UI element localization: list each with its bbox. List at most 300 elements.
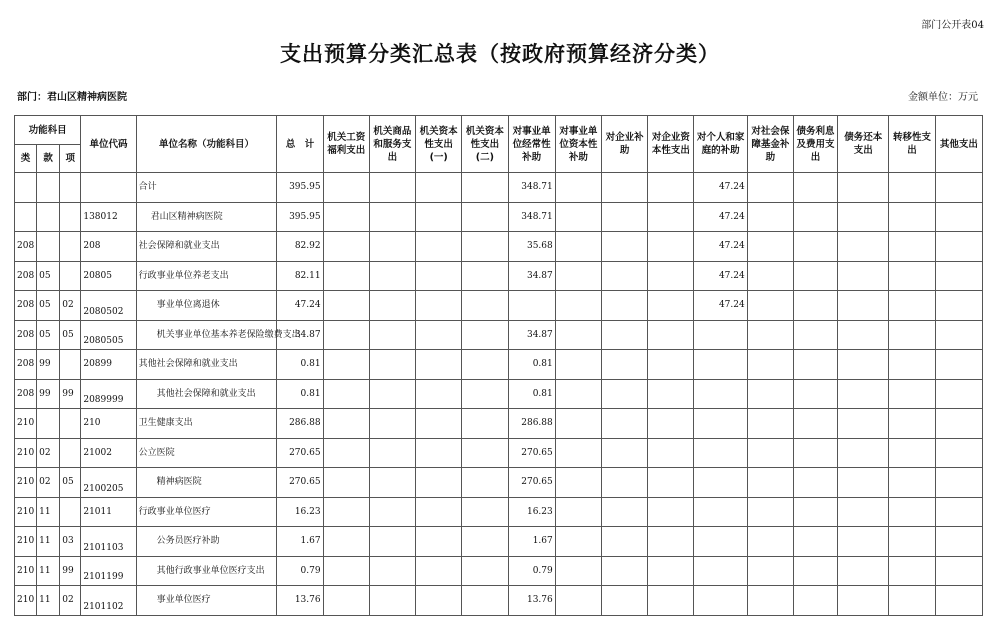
- cell-amount: [462, 438, 508, 468]
- cell-amount: [935, 173, 982, 203]
- cell-xiang: [60, 350, 81, 380]
- cell-lei: [15, 173, 37, 203]
- cell-unit-code: 20899: [81, 350, 136, 380]
- cell-amount: [935, 497, 982, 527]
- cell-amount: [648, 202, 694, 232]
- cell-amount: [323, 261, 369, 291]
- cell-xiang: 05: [60, 320, 81, 350]
- cell-amount: [694, 468, 747, 498]
- cell-amount: [601, 232, 647, 262]
- cell-unit-code: 2101102: [81, 586, 136, 616]
- cell-unit-name: 行政事业单位医疗: [136, 497, 277, 527]
- cell-amount: [369, 291, 415, 321]
- cell-amount: 270.65: [508, 468, 555, 498]
- cell-lei: 208: [15, 291, 37, 321]
- cell-xiang: 02: [60, 291, 81, 321]
- cell-amount: [462, 320, 508, 350]
- cell-amount: [935, 556, 982, 586]
- cell-amount: [648, 232, 694, 262]
- cell-amount: [369, 320, 415, 350]
- table-row: [15, 261, 983, 291]
- cell-amount: [935, 350, 982, 380]
- table-header: [15, 116, 983, 173]
- cell-amount: [462, 527, 508, 557]
- cell-amount: [747, 438, 793, 468]
- cell-amount: [935, 438, 982, 468]
- cell-amount: [369, 586, 415, 616]
- cell-amount: [555, 497, 601, 527]
- cell-amount: [323, 320, 369, 350]
- cell-amount: [462, 586, 508, 616]
- cell-amount: [601, 586, 647, 616]
- cell-lei: 208: [15, 261, 37, 291]
- cell-amount: [462, 409, 508, 439]
- cell-amount: [601, 261, 647, 291]
- cell-amount: [648, 438, 694, 468]
- cell-amount: [747, 173, 793, 203]
- cell-total: 0.81: [277, 350, 323, 380]
- cell-amount: [838, 409, 889, 439]
- cell-total: 82.92: [277, 232, 323, 262]
- cell-lei: 210: [15, 556, 37, 586]
- cell-total: 270.65: [277, 438, 323, 468]
- cell-unit-name: 其他社会保障和就业支出: [136, 379, 277, 409]
- cell-amount: 47.24: [694, 232, 747, 262]
- cell-xiang: 02: [60, 586, 81, 616]
- cell-amount: [601, 202, 647, 232]
- cell-lei: 210: [15, 497, 37, 527]
- cell-amount: [747, 261, 793, 291]
- cell-lei: 208: [15, 379, 37, 409]
- header-unit-code: 单位代码: [81, 116, 136, 173]
- department-label: 部门：君山区精神病医院: [17, 92, 127, 103]
- cell-amount: [793, 497, 837, 527]
- table-row: [15, 291, 983, 321]
- cell-total: 395.95: [277, 202, 323, 232]
- cell-lei: 208: [15, 350, 37, 380]
- cell-xiang: [60, 202, 81, 232]
- cell-amount: [889, 232, 935, 262]
- cell-unit-name: 社会保障和就业支出: [136, 232, 277, 262]
- cell-amount: [694, 586, 747, 616]
- cell-amount: [838, 320, 889, 350]
- cell-amount: [648, 173, 694, 203]
- cell-amount: [416, 350, 462, 380]
- cell-amount: [416, 409, 462, 439]
- cell-amount: [747, 409, 793, 439]
- cell-amount: [747, 379, 793, 409]
- cell-amount: [601, 438, 647, 468]
- table-row: [15, 202, 983, 232]
- header-unit-name: 单位名称（功能科目）: [136, 116, 277, 173]
- cell-amount: [694, 350, 747, 380]
- cell-unit-name: 君山区精神病医院: [136, 202, 277, 232]
- header-col: 对企业资本性支出: [648, 116, 694, 173]
- cell-amount: [935, 468, 982, 498]
- cell-total: 270.65: [277, 468, 323, 498]
- cell-amount: [694, 556, 747, 586]
- cell-unit-code: 2101103: [81, 527, 136, 557]
- cell-amount: 1.67: [508, 527, 555, 557]
- cell-amount: [462, 468, 508, 498]
- cell-amount: 270.65: [508, 438, 555, 468]
- header-lei: 类: [15, 145, 37, 173]
- cell-amount: [369, 261, 415, 291]
- cell-amount: [838, 202, 889, 232]
- cell-amount: [462, 261, 508, 291]
- cell-amount: [462, 350, 508, 380]
- cell-amount: [416, 320, 462, 350]
- cell-amount: [935, 586, 982, 616]
- cell-amount: [369, 202, 415, 232]
- cell-total: 47.24: [277, 291, 323, 321]
- cell-amount: [601, 379, 647, 409]
- cell-amount: [648, 497, 694, 527]
- cell-unit-code: 21011: [81, 497, 136, 527]
- cell-amount: [747, 232, 793, 262]
- cell-amount: [601, 497, 647, 527]
- header-col: 其他支出: [935, 116, 982, 173]
- header-col: 对个人和家庭的补助: [694, 116, 747, 173]
- cell-amount: [793, 468, 837, 498]
- cell-amount: [555, 409, 601, 439]
- cell-lei: 210: [15, 409, 37, 439]
- cell-total: 286.88: [277, 409, 323, 439]
- cell-amount: [555, 350, 601, 380]
- table-row: [15, 497, 983, 527]
- cell-amount: 34.87: [508, 320, 555, 350]
- table-row: [15, 586, 983, 616]
- cell-amount: [935, 232, 982, 262]
- table-row: [15, 527, 983, 557]
- cell-xiang: 99: [60, 379, 81, 409]
- header-col: 对事业单位资本性补助: [555, 116, 601, 173]
- cell-unit-code: 2089999: [81, 379, 136, 409]
- cell-amount: [694, 379, 747, 409]
- cell-amount: [838, 173, 889, 203]
- cell-amount: [369, 556, 415, 586]
- cell-unit-code: 208: [81, 232, 136, 262]
- cell-amount: [793, 232, 837, 262]
- cell-amount: 286.88: [508, 409, 555, 439]
- cell-amount: [838, 232, 889, 262]
- cell-amount: [416, 468, 462, 498]
- cell-kuan: 05: [37, 291, 60, 321]
- cell-unit-code: 210: [81, 409, 136, 439]
- cell-amount: [889, 261, 935, 291]
- cell-amount: [369, 232, 415, 262]
- cell-amount: [555, 468, 601, 498]
- header-total: 总 计: [277, 116, 323, 173]
- cell-amount: [369, 438, 415, 468]
- cell-amount: [462, 291, 508, 321]
- cell-amount: [889, 291, 935, 321]
- cell-amount: [648, 350, 694, 380]
- cell-amount: [747, 320, 793, 350]
- cell-amount: 348.71: [508, 202, 555, 232]
- cell-amount: [555, 232, 601, 262]
- cell-amount: [323, 202, 369, 232]
- cell-kuan: 02: [37, 438, 60, 468]
- cell-xiang: [60, 232, 81, 262]
- cell-xiang: [60, 173, 81, 203]
- cell-amount: [601, 350, 647, 380]
- cell-amount: [889, 409, 935, 439]
- cell-amount: [555, 556, 601, 586]
- cell-xiang: [60, 261, 81, 291]
- cell-amount: [838, 497, 889, 527]
- cell-amount: [323, 173, 369, 203]
- cell-xiang: [60, 409, 81, 439]
- cell-amount: [555, 173, 601, 203]
- cell-amount: [555, 438, 601, 468]
- cell-amount: [694, 438, 747, 468]
- cell-amount: [889, 173, 935, 203]
- cell-lei: 210: [15, 586, 37, 616]
- cell-amount: [838, 556, 889, 586]
- cell-lei: 210: [15, 527, 37, 557]
- cell-amount: [555, 261, 601, 291]
- cell-amount: [462, 379, 508, 409]
- cell-amount: [747, 202, 793, 232]
- cell-amount: [416, 173, 462, 203]
- cell-amount: [935, 409, 982, 439]
- cell-amount: [462, 232, 508, 262]
- cell-amount: [935, 379, 982, 409]
- cell-amount: [369, 468, 415, 498]
- cell-amount: [508, 291, 555, 321]
- document-tag: 部门公开表04: [921, 20, 984, 31]
- cell-amount: [694, 527, 747, 557]
- cell-amount: [369, 527, 415, 557]
- cell-amount: [555, 379, 601, 409]
- cell-amount: [935, 261, 982, 291]
- cell-amount: [323, 438, 369, 468]
- cell-amount: [369, 379, 415, 409]
- cell-amount: [601, 291, 647, 321]
- cell-amount: [555, 586, 601, 616]
- header-col: 转移性支出: [889, 116, 935, 173]
- cell-amount: [889, 497, 935, 527]
- cell-amount: [838, 438, 889, 468]
- cell-amount: [648, 379, 694, 409]
- cell-amount: 0.81: [508, 379, 555, 409]
- cell-amount: [793, 320, 837, 350]
- cell-xiang: 05: [60, 468, 81, 498]
- page-title: 支出预算分类汇总表（按政府预算经济分类）: [280, 42, 720, 66]
- cell-lei: [15, 202, 37, 232]
- cell-xiang: [60, 497, 81, 527]
- cell-amount: [601, 556, 647, 586]
- cell-amount: [416, 202, 462, 232]
- cell-unit-name: 其他行政事业单位医疗支出: [136, 556, 277, 586]
- cell-kuan: [37, 232, 60, 262]
- cell-lei: 210: [15, 438, 37, 468]
- cell-amount: [601, 468, 647, 498]
- table-row: [15, 232, 983, 262]
- cell-amount: [323, 350, 369, 380]
- cell-amount: 13.76: [508, 586, 555, 616]
- cell-lei: 208: [15, 320, 37, 350]
- header-col: 机关工资福利支出: [323, 116, 369, 173]
- cell-unit-name: 精神病医院: [136, 468, 277, 498]
- cell-amount: [555, 202, 601, 232]
- table-row: [15, 438, 983, 468]
- cell-amount: [793, 202, 837, 232]
- header-col: 对事业单位经常性补助: [508, 116, 555, 173]
- cell-unit-code: [81, 173, 136, 203]
- cell-amount: [793, 350, 837, 380]
- cell-amount: [416, 232, 462, 262]
- cell-unit-name: 事业单位医疗: [136, 586, 277, 616]
- cell-kuan: [37, 409, 60, 439]
- cell-amount: [793, 173, 837, 203]
- cell-amount: [416, 556, 462, 586]
- cell-amount: [555, 291, 601, 321]
- cell-total: 34.87: [277, 320, 323, 350]
- cell-unit-code: 2101199: [81, 556, 136, 586]
- cell-amount: [793, 527, 837, 557]
- cell-amount: [793, 379, 837, 409]
- cell-unit-code: 2100205: [81, 468, 136, 498]
- cell-amount: [793, 438, 837, 468]
- cell-unit-code: 20805: [81, 261, 136, 291]
- cell-amount: [601, 320, 647, 350]
- cell-kuan: 02: [37, 468, 60, 498]
- cell-amount: [369, 173, 415, 203]
- table-row: [15, 173, 983, 203]
- cell-amount: [935, 527, 982, 557]
- cell-amount: 47.24: [694, 291, 747, 321]
- cell-total: 13.76: [277, 586, 323, 616]
- table-row: [15, 320, 983, 350]
- cell-unit-code: 2080502: [81, 291, 136, 321]
- cell-amount: [889, 556, 935, 586]
- cell-amount: [694, 409, 747, 439]
- cell-amount: [648, 409, 694, 439]
- cell-total: 395.95: [277, 173, 323, 203]
- table-row: [15, 409, 983, 439]
- budget-table: [14, 115, 983, 616]
- cell-amount: [369, 497, 415, 527]
- cell-unit-name: 行政事业单位养老支出: [136, 261, 277, 291]
- cell-amount: [747, 527, 793, 557]
- cell-amount: [793, 556, 837, 586]
- cell-total: 0.79: [277, 556, 323, 586]
- cell-amount: [648, 320, 694, 350]
- cell-amount: [369, 409, 415, 439]
- cell-amount: [889, 320, 935, 350]
- cell-amount: [838, 350, 889, 380]
- cell-amount: [323, 556, 369, 586]
- cell-unit-name: 其他社会保障和就业支出: [136, 350, 277, 380]
- cell-amount: [416, 586, 462, 616]
- cell-xiang: 03: [60, 527, 81, 557]
- cell-amount: [747, 291, 793, 321]
- cell-amount: [323, 232, 369, 262]
- header-col: 债务还本支出: [838, 116, 889, 173]
- cell-amount: 47.24: [694, 261, 747, 291]
- cell-amount: [838, 527, 889, 557]
- cell-amount: [747, 497, 793, 527]
- cell-amount: [416, 438, 462, 468]
- cell-amount: [838, 379, 889, 409]
- cell-amount: [694, 320, 747, 350]
- table-row: [15, 379, 983, 409]
- table-body: [15, 173, 983, 616]
- header-col: 机关商品和服务支出: [369, 116, 415, 173]
- cell-kuan: 11: [37, 556, 60, 586]
- cell-amount: [838, 586, 889, 616]
- cell-total: 0.81: [277, 379, 323, 409]
- cell-kuan: [37, 202, 60, 232]
- cell-amount: [793, 409, 837, 439]
- cell-unit-name: 公立医院: [136, 438, 277, 468]
- cell-amount: [462, 202, 508, 232]
- cell-amount: [889, 379, 935, 409]
- cell-unit-code: 21002: [81, 438, 136, 468]
- cell-amount: 47.24: [694, 173, 747, 203]
- cell-amount: [323, 409, 369, 439]
- cell-kuan: 99: [37, 350, 60, 380]
- cell-total: 1.67: [277, 527, 323, 557]
- cell-kuan: [37, 173, 60, 203]
- cell-amount: [323, 497, 369, 527]
- cell-total: 16.23: [277, 497, 323, 527]
- cell-amount: [935, 291, 982, 321]
- cell-amount: [555, 320, 601, 350]
- cell-amount: 16.23: [508, 497, 555, 527]
- cell-kuan: 05: [37, 261, 60, 291]
- cell-amount: [648, 261, 694, 291]
- cell-unit-name: 合计: [136, 173, 277, 203]
- cell-amount: [601, 527, 647, 557]
- header-col: 机关资本性支出(二): [462, 116, 508, 173]
- cell-amount: [416, 527, 462, 557]
- cell-amount: [369, 350, 415, 380]
- cell-amount: [323, 586, 369, 616]
- cell-unit-name: 事业单位离退休: [136, 291, 277, 321]
- header-xiang: 项: [60, 145, 81, 173]
- header-col: 对企业补助: [601, 116, 647, 173]
- table-row: [15, 468, 983, 498]
- cell-amount: [889, 468, 935, 498]
- cell-amount: [323, 379, 369, 409]
- header-col: 对社会保障基金补助: [747, 116, 793, 173]
- amount-unit-label: 金额单位：万元: [908, 92, 978, 103]
- cell-amount: [601, 409, 647, 439]
- cell-unit-name: 卫生健康支出: [136, 409, 277, 439]
- cell-kuan: 11: [37, 497, 60, 527]
- cell-lei: 210: [15, 468, 37, 498]
- cell-amount: [323, 468, 369, 498]
- cell-amount: 348.71: [508, 173, 555, 203]
- cell-total: 82.11: [277, 261, 323, 291]
- cell-amount: [416, 379, 462, 409]
- cell-amount: [648, 586, 694, 616]
- cell-amount: [889, 586, 935, 616]
- cell-unit-name: 机关事业单位基本养老保险缴费支出: [136, 320, 277, 350]
- cell-amount: [648, 291, 694, 321]
- cell-amount: [747, 556, 793, 586]
- cell-lei: 208: [15, 232, 37, 262]
- cell-amount: [694, 497, 747, 527]
- cell-unit-code: 2080505: [81, 320, 136, 350]
- header-kuan: 款: [37, 145, 60, 173]
- cell-amount: [601, 173, 647, 203]
- cell-amount: [747, 586, 793, 616]
- table-row: [15, 556, 983, 586]
